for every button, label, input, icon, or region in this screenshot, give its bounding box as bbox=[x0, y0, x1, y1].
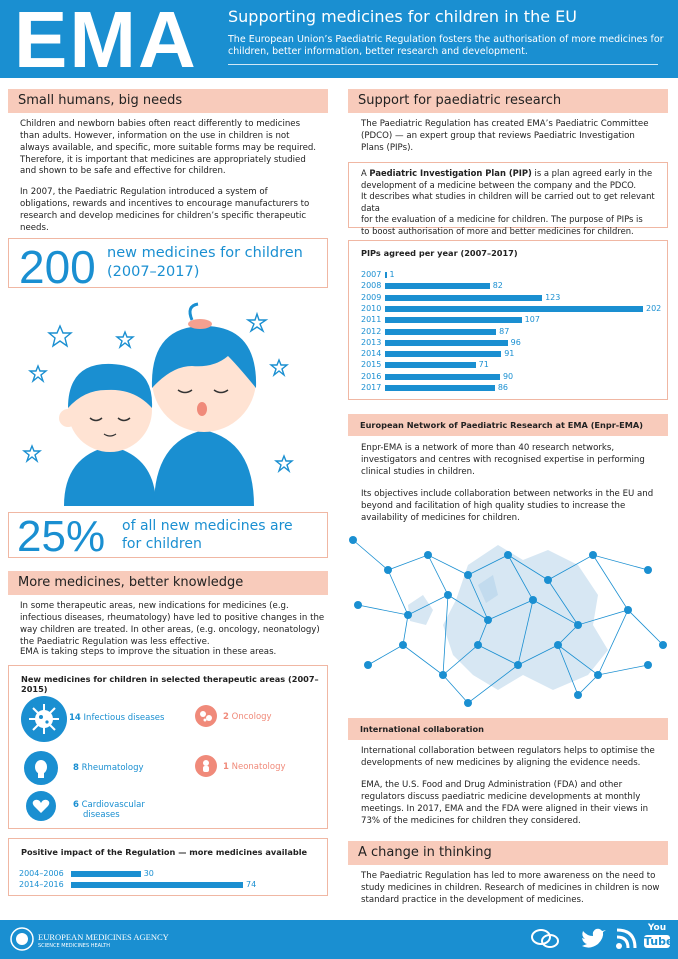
infectious-area-label bbox=[69, 713, 164, 723]
bar-2011 bbox=[385, 317, 522, 323]
section-support-research-title: Support for paediatric research bbox=[348, 89, 668, 113]
more-medicines-paragraph-1: In some therapeutic areas, new indications for medicines (e.g. infectious diseases, rheumatology) have led to positive changes in the way children are treated. In other areas, (e.g. oncology, neonatology) the Paediatric Regulation was less effective. bbox=[20, 601, 325, 647]
star-icon bbox=[271, 360, 287, 375]
pip-line-2: development of a medicine between the company and the PDCO. bbox=[361, 179, 637, 190]
twitter-icon[interactable] bbox=[580, 928, 606, 950]
cardiovascular-name: Cardiovascular bbox=[81, 800, 145, 810]
bar-label-2008: 2008 bbox=[361, 281, 382, 291]
ema-logo: EMA bbox=[14, 0, 198, 84]
section-enpr-title: European Network of Paediatric Research at EMA (Enpr-EMA) bbox=[360, 420, 643, 430]
agency-tagline: SCIENCE MEDICINES HEALTH bbox=[38, 943, 110, 949]
child-right bbox=[152, 304, 256, 506]
therapeutic-areas-box bbox=[8, 665, 328, 829]
bar-value-2014: 91 bbox=[504, 349, 515, 359]
pip-definition-text bbox=[361, 168, 666, 238]
bar-label-2015: 2015 bbox=[361, 360, 382, 370]
pip-term: Paediatric Investigation Plan (PIP) bbox=[369, 168, 532, 178]
star-icon bbox=[276, 456, 292, 471]
bar-value-2011: 107 bbox=[524, 315, 540, 325]
bar-label-2009: 2009 bbox=[361, 292, 382, 302]
page-title: Supporting medicines for children in the EU bbox=[228, 7, 577, 26]
bar-value-2010: 202 bbox=[646, 303, 662, 313]
pip-line-5: to boost authorisation of more and better medicines for children. bbox=[361, 225, 634, 236]
bar-2010 bbox=[385, 306, 643, 312]
stat-200-box bbox=[8, 238, 328, 293]
bar-2007 bbox=[385, 272, 387, 278]
oncology-name: Oncology bbox=[231, 712, 272, 722]
section-enpr-title-bar bbox=[348, 414, 668, 436]
bar-value-2004–2006: 30 bbox=[143, 869, 154, 878]
pip-line-4: for the evaluation of a medicine for children. The purpose of PIPs is bbox=[361, 214, 643, 225]
star-icon bbox=[30, 366, 46, 381]
impact-title: Positive impact of the Regulation — more medicines available bbox=[21, 847, 308, 857]
chat-bubbles-icon[interactable] bbox=[530, 926, 560, 952]
virus-icon bbox=[21, 696, 67, 742]
bar-value-2017: 86 bbox=[497, 383, 509, 392]
rheumatology-area-label bbox=[73, 763, 144, 773]
youtube-text-top: You bbox=[647, 923, 667, 933]
page-subtitle: The European Union’s Paediatric Regulation fosters the authorisation of more medicines for children, better information, better research and development. bbox=[228, 34, 664, 57]
bar-2013 bbox=[385, 340, 508, 346]
stat-25-text-1: of all new medicines are bbox=[122, 518, 293, 534]
bar-label-2016: 2016 bbox=[361, 371, 382, 381]
bar-2016 bbox=[385, 374, 500, 380]
cardiovascular-area-label bbox=[73, 800, 145, 820]
bar-label-2017: 2017 bbox=[361, 383, 382, 392]
header-banner bbox=[0, 0, 678, 84]
stat-200-text-2: (2007–2017) bbox=[107, 264, 200, 280]
joint-icon bbox=[24, 751, 58, 785]
cardiovascular-count: 6 bbox=[73, 800, 79, 810]
heart-icon bbox=[26, 791, 56, 821]
neonatology-count: 1 bbox=[223, 762, 229, 772]
bar-2009 bbox=[385, 295, 542, 301]
children-illustration bbox=[14, 296, 320, 506]
star-icon bbox=[248, 314, 266, 331]
bar-value-2012: 87 bbox=[499, 326, 510, 336]
bar-label-2014–2016: 2014–2016 bbox=[19, 880, 64, 889]
stat-200-number: 200 bbox=[19, 241, 96, 293]
baby-icon bbox=[195, 755, 217, 777]
pdco-paragraph bbox=[361, 119, 661, 155]
neonatology-name: Neonatology bbox=[231, 762, 286, 772]
section-small-humans-title: Small humans, big needs bbox=[8, 89, 328, 113]
pip-definition-box bbox=[348, 162, 668, 236]
stat-25-text-2: for children bbox=[122, 536, 202, 552]
infectious-name: Infectious diseases bbox=[83, 713, 165, 723]
section-intl-title: International collaboration bbox=[360, 724, 484, 734]
rheumatology-area-badge bbox=[24, 751, 58, 785]
section-intl-title-bar bbox=[348, 718, 668, 740]
change-paragraph: The Paediatric Regulation has led to more awareness on the need to study medicines in children. Research of medicines in children is now standard practice in the development of medicines. bbox=[361, 871, 660, 905]
stat-200-text-1: new medicines for children bbox=[107, 245, 303, 261]
bar-2004–2006 bbox=[71, 871, 141, 877]
star-icon bbox=[117, 332, 133, 347]
bar-value-2013: 96 bbox=[510, 337, 521, 347]
bar-2012 bbox=[385, 329, 496, 335]
bar-2008 bbox=[385, 283, 490, 289]
rheumatology-count: 8 bbox=[73, 763, 79, 773]
small-humans-paragraph-1: Children and newborn babies often react differently to medicines than adults. However, information on the use in children is not always available, and specific, more suitable forms may be required. Therefore, it is important that medicines are appropriately studied and shown to be safe and effective for children. bbox=[20, 119, 317, 177]
therapeutic-areas-title: New medicines for children in selected therapeutic areas (2007–2015) bbox=[21, 674, 319, 694]
footer-bar bbox=[0, 920, 678, 959]
star-icon bbox=[24, 446, 40, 461]
ema-emblem-icon bbox=[10, 927, 34, 951]
oncology-area-label bbox=[223, 712, 272, 722]
bar-label-2013: 2013 bbox=[361, 337, 382, 347]
neonatology-area-label bbox=[223, 762, 286, 772]
pdco-line-2: (PDCO) — an expert group that reviews Paediatric Investigation bbox=[361, 130, 635, 141]
impact-box bbox=[8, 838, 328, 896]
small-humans-paragraph-2: In 2007, the Paediatric Regulation introduced a system of obligations, rewards and incentives to encourage manufacturers to research and develop medicines for children’s specific therapeutic needs. bbox=[20, 187, 310, 233]
agency-name: EUROPEAN MEDICINES AGENCY bbox=[38, 932, 169, 942]
oncology-count: 2 bbox=[223, 712, 229, 722]
pip-line-3: It describes what studies in children will be carried out to get relevant data bbox=[361, 191, 655, 213]
oncology-area-badge bbox=[195, 705, 217, 727]
rheumatology-name: Rheumatology bbox=[81, 763, 144, 773]
rss-icon[interactable] bbox=[615, 928, 637, 950]
bar-2017 bbox=[385, 385, 495, 391]
bar-value-2009: 123 bbox=[545, 292, 561, 302]
bar-label-2010: 2010 bbox=[361, 303, 382, 313]
section-more-medicines-title: More medicines, better knowledge bbox=[8, 571, 328, 595]
intl-paragraph-1: International collaboration between regulators helps to optimise the developments of new medicines by aligning the evidence needs. bbox=[361, 746, 655, 768]
infectious-count: 14 bbox=[69, 713, 81, 723]
neonatology-area-badge bbox=[195, 755, 217, 777]
bar-label-2012: 2012 bbox=[361, 326, 382, 336]
enpr-paragraph-2: Its objectives include collaboration between networks in the EU and beyond and facilitation of high quality studies to increase the availability of medicines for children. bbox=[361, 489, 654, 523]
bar-label-2004–2006: 2004–2006 bbox=[19, 869, 64, 878]
cells-icon bbox=[195, 705, 217, 727]
bar-label-2007: 2007 bbox=[361, 270, 382, 279]
star-icon bbox=[49, 326, 71, 346]
bar-value-2016: 90 bbox=[502, 371, 514, 381]
pdco-line-1: The Paediatric Regulation has created EMA’s Paediatric Committee bbox=[361, 119, 649, 129]
intl-paragraph-2: EMA, the U.S. Food and Drug Administration (FDA) and other regulators discuss paediatric medicine developments at monthly meetings. In 2017, EMA and the FDA were aligned in their views in 73% of the medicines for children they considered. bbox=[361, 780, 649, 826]
youtube-icon[interactable] bbox=[644, 923, 674, 948]
pdco-line-3: Plans (PIPs). bbox=[361, 142, 414, 153]
bar-value-2008: 82 bbox=[492, 281, 503, 291]
bar-value-2015: 71 bbox=[478, 360, 489, 370]
pips-chart-box bbox=[348, 240, 668, 400]
cardiovascular-name-2: diseases bbox=[83, 810, 120, 821]
bar-label-2014: 2014 bbox=[361, 349, 382, 359]
youtube-text-bottom: Tube bbox=[644, 935, 674, 948]
bar-value-2007: 1 bbox=[389, 270, 395, 279]
bar-2015 bbox=[385, 362, 476, 368]
child-left bbox=[59, 364, 156, 506]
enpr-paragraph-1: Enpr-EMA is a network of more than 40 research networks, investigators and centres with recognised expertise in performing clinical studies in children. bbox=[361, 443, 645, 477]
pip-line-1: A Paediatric Investigation Plan (PIP) is a plan agreed early in the bbox=[361, 168, 653, 178]
bar-2014–2016 bbox=[71, 882, 243, 888]
header-divider bbox=[228, 64, 658, 65]
cardiovascular-area-badge bbox=[26, 791, 56, 821]
bar-label-2011: 2011 bbox=[361, 315, 382, 325]
bar-value-2014–2016: 74 bbox=[246, 880, 257, 889]
europe-network-map bbox=[348, 525, 668, 710]
stat-25-box bbox=[8, 512, 328, 561]
infectious-area-badge bbox=[21, 696, 67, 742]
section-change-title: A change in thinking bbox=[348, 841, 668, 865]
stat-25-number: 25% bbox=[17, 512, 106, 561]
more-medicines-paragraph-2: EMA is taking steps to improve the situation in these areas. bbox=[20, 647, 277, 657]
bar-2014 bbox=[385, 351, 501, 357]
pips-chart-title: PIPs agreed per year (2007–2017) bbox=[361, 248, 518, 258]
